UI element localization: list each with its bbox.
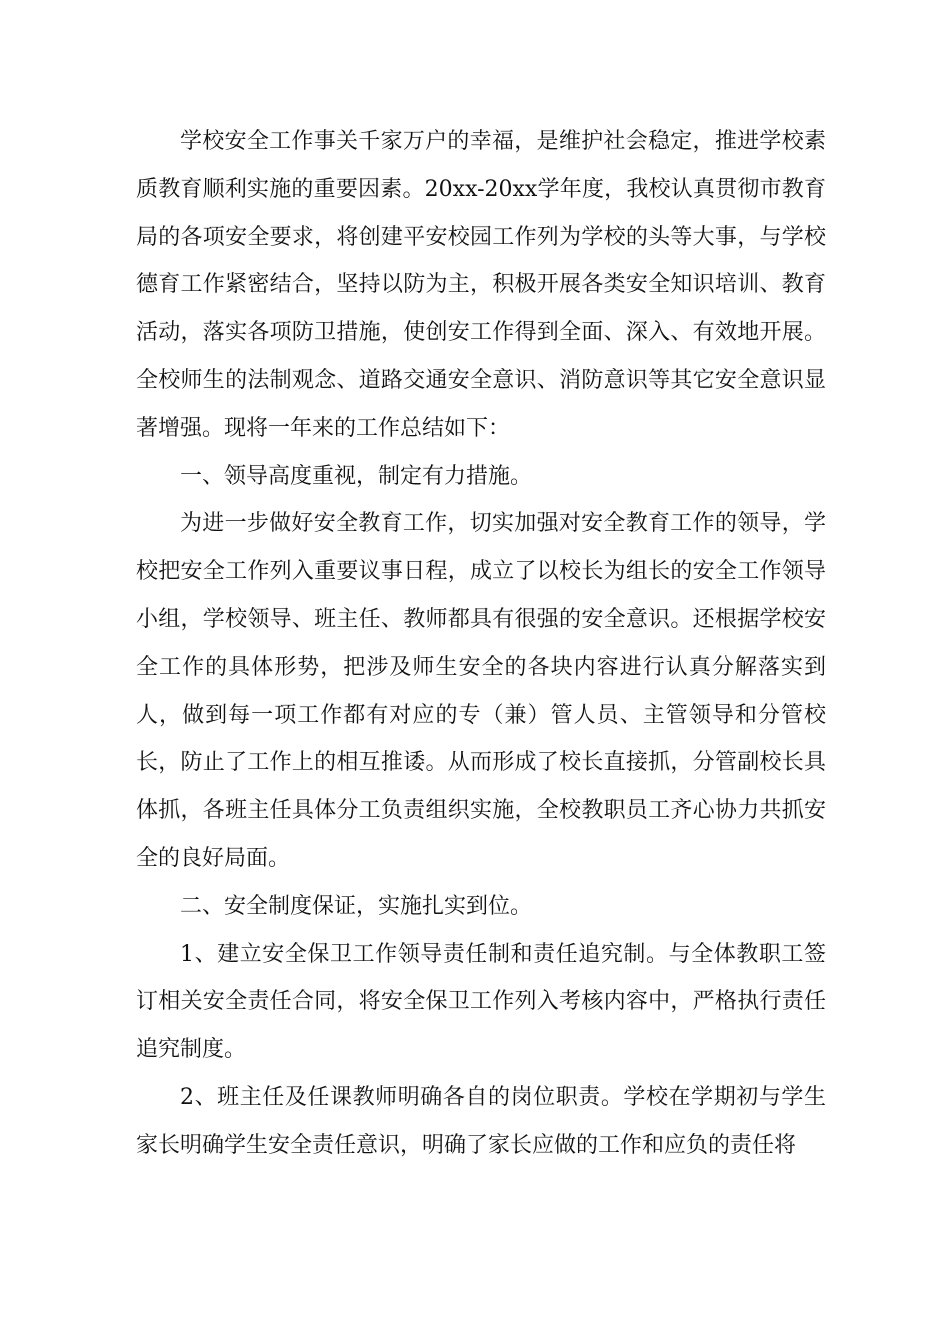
item-2-paragraph: 2、班主任及任课教师明确各自的岗位职责。学校在学期初与学生家长明确学生安全责任意识，明确了家长应做的工作和应负的责任将 bbox=[136, 1084, 826, 1158]
section-heading-1: 一、领导高度重视，制定有力措施。 bbox=[180, 463, 533, 489]
item-1-paragraph: 1、建立安全保卫工作领导责任制和责任追究制。与全体教职工签订相关安全责任合同，将安全保卫工作列入考核内容中，严格执行责任追究制度。 bbox=[136, 941, 826, 1063]
document-body bbox=[136, 118, 826, 1170]
section-heading-2: 二、安全制度保证，实施扎实到位。 bbox=[180, 893, 533, 919]
section-1-paragraph: 为进一步做好安全教育工作，切实加强对安全教育工作的领导，学校把安全工作列入重要议事日程，成立了以校长为组长的安全工作领导小组，学校领导、班主任、教师都具有很强的安全意识。还根据学校安全工作的具体形势，把涉及师生安全的各块内容进行认真分解落实到人，做到每一项工作都有对应的专（兼）管人员、主管领导和分管校长，防止了工作上的相互推诿。从而形成了校长直接抓，分管副校长具体抓，各班主任具体分工负责组织实施，全校教职员工齐心协力共抓安全的良好局面。 bbox=[136, 511, 826, 871]
intro-paragraph: 学校安全工作事关千家万户的幸福，是维护社会稳定，推进学校素质教育顺利实施的重要因素。20xx-20xx学年度，我校认真贯彻市教育局的各项安全要求，将创建平安校园工作列为学校的头等大事，与学校德育工作紧密结合，坚持以防为主，积极开展各类安全知识培训、教育活动，落实各项防卫措施，使创安工作得到全面、深入、有效地开展。全校师生的法制观念、道路交通安全意识、消防意识等其它安全意识显著增强。现将一年来的工作总结如下： bbox=[136, 129, 826, 441]
